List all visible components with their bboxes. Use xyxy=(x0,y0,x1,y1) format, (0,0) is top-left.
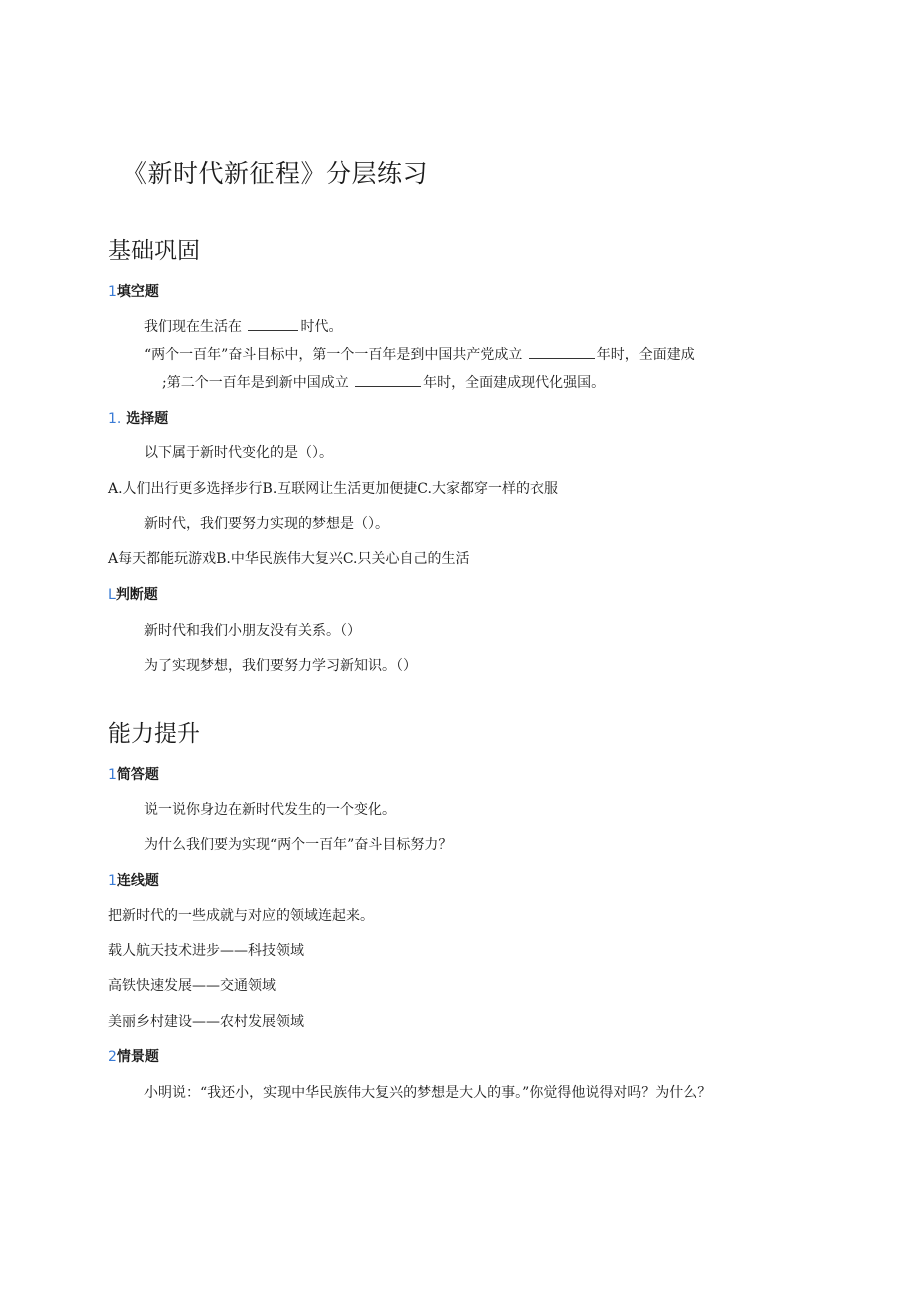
fill-question-1 xyxy=(144,316,342,336)
question-text: ;第二个一百年是到新中国成立 xyxy=(162,375,349,391)
question-type-label: 连线题 xyxy=(116,873,159,889)
answer-blank[interactable] xyxy=(529,344,595,359)
question-header-short xyxy=(108,764,159,784)
question-number: 1 xyxy=(108,873,117,889)
question-number: L xyxy=(108,587,116,603)
question-type-label: 判断题 xyxy=(115,587,158,603)
question-header-match xyxy=(108,870,159,890)
judge-question-1: 新时代和我们小朋友没有关系。（） xyxy=(144,623,361,639)
question-text: 我们现在生活在 xyxy=(144,319,242,335)
answer-blank[interactable] xyxy=(248,316,298,331)
question-number: 2 xyxy=(108,1049,117,1065)
choice-question-1-options: A.人们出行更多选择步行B.互联网让生活更加便捷C.大家都穿一样的衣服 xyxy=(108,481,558,497)
choice-question-2-options: A每天都能玩游戏B.中华民族伟大复兴C.只关心自己的生活 xyxy=(108,551,470,567)
match-item: 美丽乡村建设——农村发展领域 xyxy=(108,1014,304,1030)
question-number: 1 xyxy=(108,284,117,300)
judge-question-2: 为了实现梦想，我们要努力学习新知识。（） xyxy=(144,658,417,674)
question-number: 1 xyxy=(108,767,117,783)
question-header-fill xyxy=(108,281,159,301)
section-heading-advanced: 能力提升 xyxy=(108,721,200,747)
match-intro: 把新时代的一些成就与对应的领域连起来。 xyxy=(108,908,374,924)
scenario-question-1: 小明说：“我还小，实现中华民族伟大复兴的梦想是大人的事。”你觉得他说得对吗？为什么？ xyxy=(144,1085,712,1101)
question-type-label: 填空题 xyxy=(116,284,159,300)
section-heading-basic: 基础巩固 xyxy=(108,238,200,264)
question-number: 1. xyxy=(108,411,122,427)
question-text: 年时，全面建成现代化强国。 xyxy=(423,375,606,391)
choice-question-1: 以下属于新时代变化的是（）。 xyxy=(144,445,333,461)
question-header-judge xyxy=(108,584,158,604)
short-question-1: 说一说你身边在新时代发生的一个变化。 xyxy=(144,802,396,818)
question-type-label: 选择题 xyxy=(126,411,169,427)
match-item: 高铁快速发展——交通领域 xyxy=(108,978,276,994)
question-header-choice xyxy=(108,408,168,428)
question-header-scenario xyxy=(108,1046,159,1066)
fill-question-2-continued xyxy=(162,372,605,392)
fill-question-2 xyxy=(144,344,695,364)
choice-question-2: 新时代，我们要努力实现的梦想是（）。 xyxy=(144,516,389,532)
question-type-label: 简答题 xyxy=(116,767,159,783)
answer-blank[interactable] xyxy=(355,372,421,387)
question-type-label: 情景题 xyxy=(116,1049,159,1065)
question-text: “两个一百年”奋斗目标中，第一个一百年是到中国共产党成立 xyxy=(144,347,523,363)
question-text: 年时，全面建成 xyxy=(596,347,695,363)
question-text: 时代。 xyxy=(300,319,343,335)
short-question-2: 为什么我们要为实现“两个一百年”奋斗目标努力？ xyxy=(144,837,453,853)
page-title: 《新时代新征程》分层练习 xyxy=(122,159,429,188)
match-item: 载人航天技术进步——科技领域 xyxy=(108,943,304,959)
